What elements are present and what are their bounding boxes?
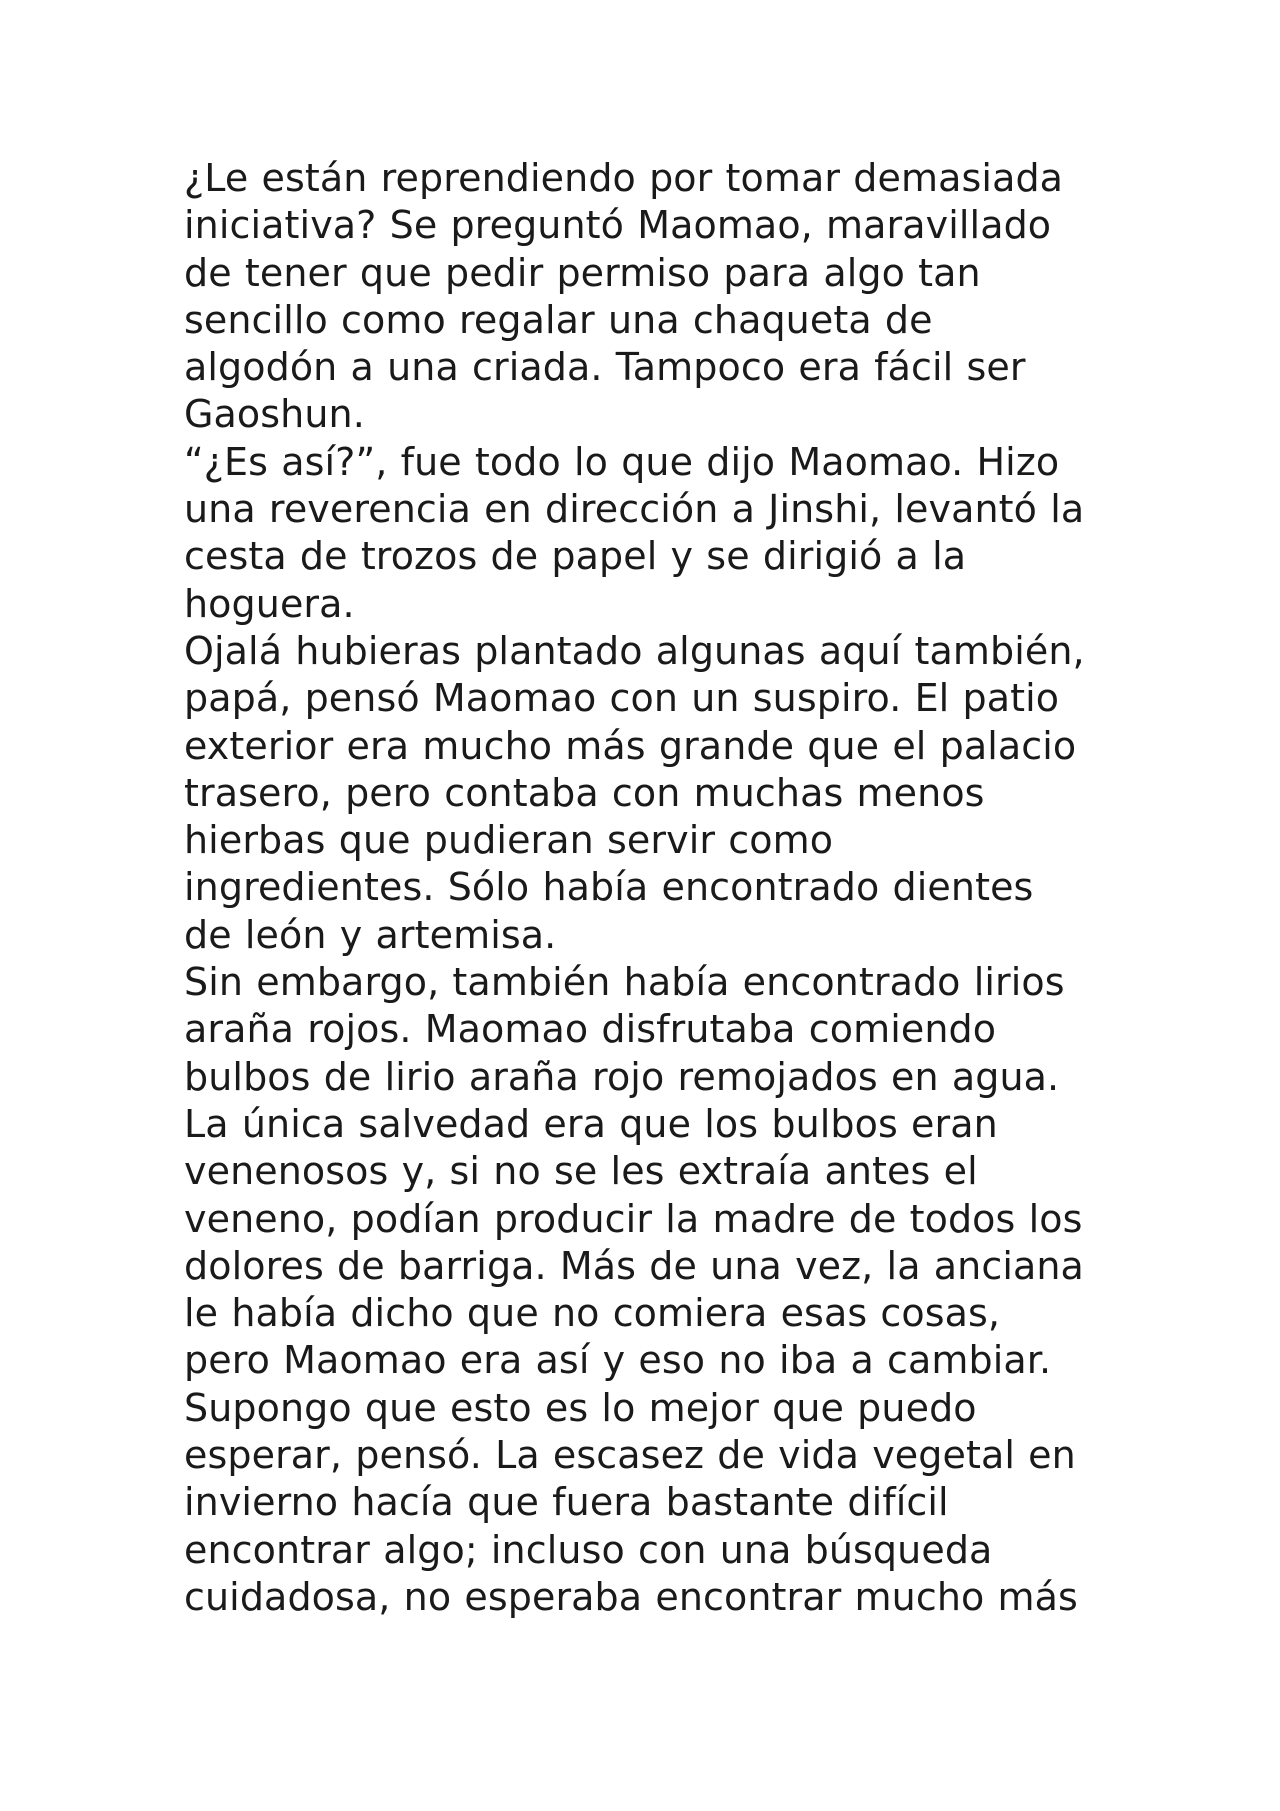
text-line: Supongo que esto es lo mejor que puedo — [184, 1385, 977, 1430]
text-line: algodón a una criada. Tampoco era fácil ser — [184, 345, 1026, 390]
text-line: Sin embargo, también había encontrado lirios — [184, 960, 1065, 1005]
text-line: una reverencia en dirección a Jinshi, levantó la — [184, 487, 1085, 532]
text-line: ingredientes. Sólo había encontrado dientes — [184, 865, 1034, 910]
text-line: de león y artemisa. — [184, 912, 557, 957]
text-line: araña rojos. Maomao disfrutaba comiendo — [184, 1007, 997, 1052]
text-line: hierbas que pudieran servir como — [184, 818, 834, 863]
text-line: pero Maomao era así y eso no iba a cambiar. — [184, 1338, 1052, 1383]
text-line: cesta de trozos de papel y se dirigió a la — [184, 534, 967, 579]
text-line: Ojalá hubieras plantado algunas aquí también, — [184, 628, 1085, 673]
text-line: hoguera. — [184, 581, 355, 626]
text-line: veneno, podían producir la madre de todos los — [184, 1196, 1083, 1241]
text-line: sencillo como regalar una chaqueta de — [184, 297, 933, 342]
text-line: venenosos y, si no se les extraía antes el — [184, 1149, 978, 1194]
text-line: de tener que pedir permiso para algo tan — [184, 250, 981, 295]
text-line: papá, pensó Maomao con un suspiro. El patio — [184, 676, 1060, 721]
text-line: esperar, pensó. La escasez de vida vegetal en — [184, 1433, 1076, 1478]
text-line: “¿Es así?”, fue todo lo que dijo Maomao. Hizo — [184, 439, 1060, 484]
text-line: trasero, pero contaba con muchas menos — [184, 770, 985, 815]
text-line: le había dicho que no comiera esas cosas, — [184, 1291, 1001, 1336]
text-line: iniciativa? Se preguntó Maomao, maravillado — [184, 203, 1052, 248]
text-line: encontrar algo; incluso con una búsqueda — [184, 1527, 993, 1572]
text-line: Gaoshun. — [184, 392, 365, 437]
text-line: bulbos de lirio araña rojo remojados en agua. — [184, 1054, 1060, 1099]
document-page — [184, 155, 1124, 1621]
text-line: invierno hacía que fuera bastante difícil — [184, 1480, 949, 1525]
text-line: dolores de barriga. Más de una vez, la anciana — [184, 1243, 1084, 1288]
text-line: exterior era mucho más grande que el palacio — [184, 723, 1077, 768]
text-line: La única salvedad era que los bulbos eran — [184, 1101, 998, 1146]
text-line: ¿Le están reprendiendo por tomar demasiada — [184, 156, 1064, 200]
text-line: cuidadosa, no esperaba encontrar mucho más — [184, 1574, 1078, 1619]
